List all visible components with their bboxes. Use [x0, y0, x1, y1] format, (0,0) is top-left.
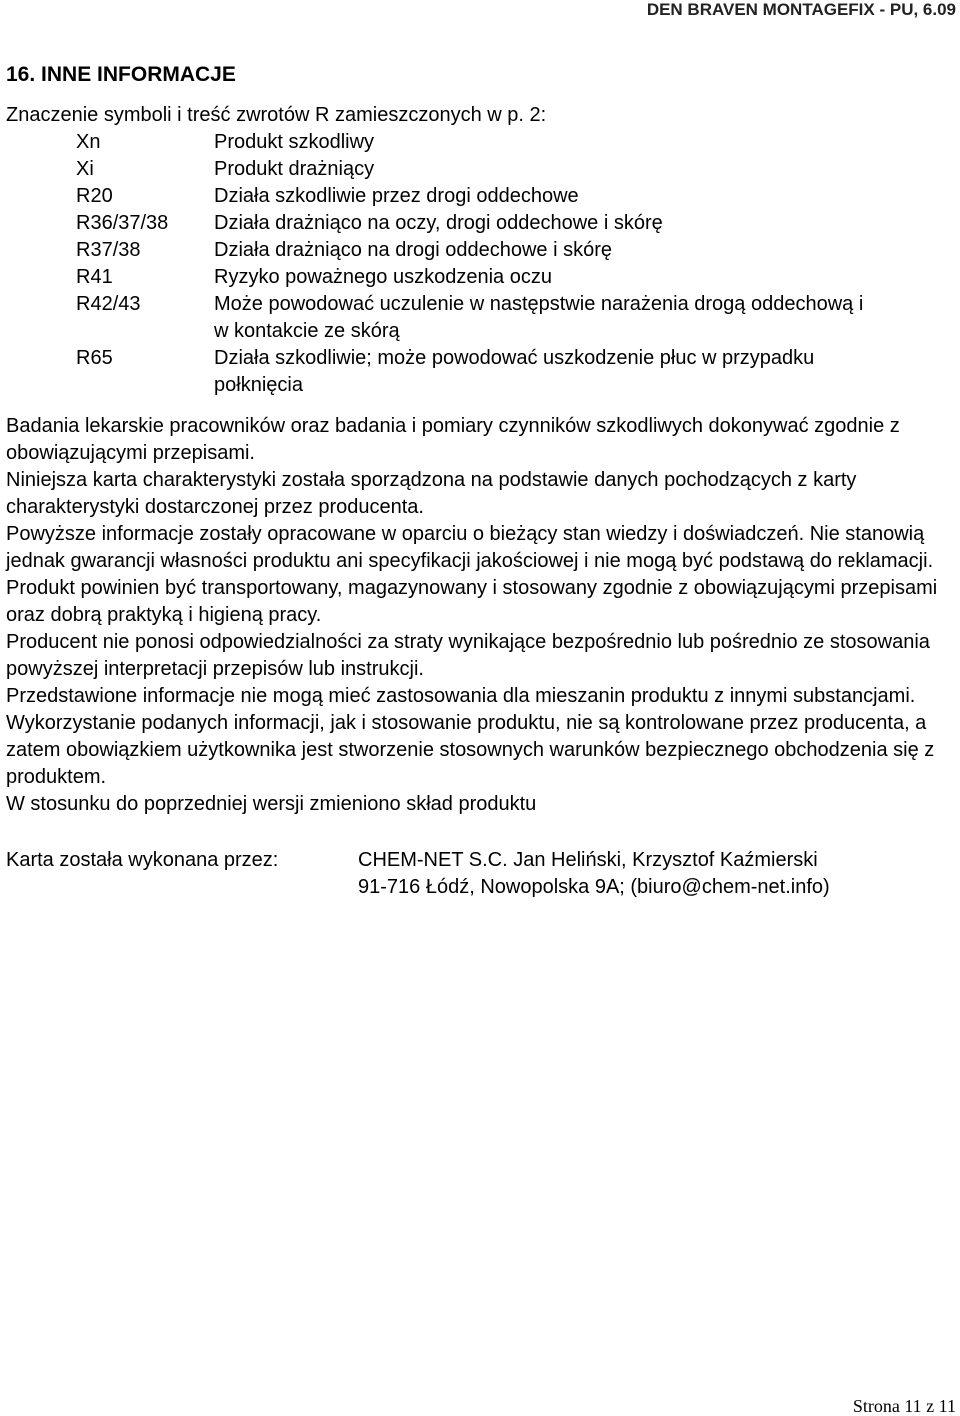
- r-phrase-row: [0, 237, 960, 264]
- document-title: DEN BRAVEN MONTAGEFIX - PU, 6.09: [646, 0, 956, 19]
- r-phrase-code: R20: [76, 185, 113, 207]
- page-number: Strona 11 z 11: [852, 1396, 956, 1416]
- r-phrase-row: [0, 291, 960, 345]
- author-company: CHEM-NET S.C. Jan Heliński, Krzysztof Kaźmierski: [358, 849, 818, 871]
- r-phrase-code: R42/43: [76, 293, 141, 315]
- note-paragraph: Powyższe informacje zostały opracowane w oparciu o bieżący stan wiedzy i doświadczeń. Nie stanowią jednak gwarancji własności produktu ani specyfikacji jakościowej i nie mogą być podstawą do reklamacji. Produkt powinien być transportowany, magazynowany i stosowany zgodnie z obowiązującymi przepisami oraz dobrą praktyką i higieną pracy.: [6, 523, 938, 626]
- r-phrase-code: R37/38: [76, 239, 141, 261]
- section-intro: Znaczenie symboli i treść zwrotów R zamieszczonych w p. 2:: [6, 104, 547, 126]
- r-phrase-code: R41: [76, 266, 113, 288]
- r-phrase-text: Działa drażniąco na oczy, drogi oddechowe i skórę: [214, 212, 663, 234]
- r-phrase-text: Działa szkodliwie; może powodować uszkodzenie płuc w przypadku połknięcia: [214, 347, 815, 396]
- r-phrase-row: [0, 129, 960, 156]
- r-phrase-row: [0, 210, 960, 237]
- r-phrase-row: [0, 156, 960, 183]
- note-paragraph: Niniejsza karta charakterystyki została sporządzona na podstawie danych pochodzących z karty charakterystyki dostarczonej przez producenta.: [6, 469, 857, 518]
- r-phrase-text: Produkt szkodliwy: [214, 131, 375, 153]
- r-phrase-text: Może powodować uczulenie w następstwie narażenia drogą oddechową i w kontakcie ze skórą: [214, 293, 864, 342]
- r-phrase-list: [0, 129, 960, 399]
- r-phrase-text: Działa szkodliwie przez drogi oddechowe: [214, 185, 579, 207]
- r-phrase-text: Produkt drażniący: [214, 158, 375, 180]
- r-phrase-text: Działa drażniąco na drogi oddechowe i skórę: [214, 239, 613, 261]
- r-phrase-code: Xi: [76, 158, 94, 180]
- r-phrase-text: Ryzyko poważnego uszkodzenia oczu: [214, 266, 552, 288]
- author-address: 91-716 Łódź, Nowopolska 9A; (biuro@chem-net.info): [358, 876, 830, 898]
- note-paragraph: Badania lekarskie pracowników oraz badania i pomiary czynników szkodliwych dokonywać zgodnie z obowiązującymi przepisami.: [6, 415, 900, 464]
- section-title: 16. INNE INFORMACJE: [6, 63, 236, 86]
- note-paragraph: Producent nie ponosi odpowiedzialności za straty wynikające bezpośrednio lub pośrednio ze stosowania powyższej interpretacji przepisów lub instrukcji.: [6, 631, 930, 680]
- r-phrase-code: Xn: [76, 131, 101, 153]
- r-phrase-row: [0, 345, 960, 399]
- r-phrase-code: R36/37/38: [76, 212, 169, 234]
- author-details: [358, 847, 830, 901]
- r-phrase-code: R65: [76, 347, 113, 369]
- r-phrase-row: [0, 183, 960, 210]
- note-paragraph: W stosunku do poprzedniej wersji zmieniono skład produktu: [6, 793, 537, 815]
- note-paragraph: Przedstawione informacje nie mogą mieć zastosowania dla mieszanin produktu z innymi substancjami. Wykorzystanie podanych informacji, jak i stosowanie produktu, nie są kontrolowane przez producenta, a zatem obowiązkiem użytkownika jest stworzenie stosownych warunków bezpiecznego obchodzenia się z produktem.: [6, 685, 935, 788]
- r-phrase-row: [0, 264, 960, 291]
- author-label: Karta została wykonana przez:: [6, 849, 279, 871]
- additional-notes: [6, 413, 956, 818]
